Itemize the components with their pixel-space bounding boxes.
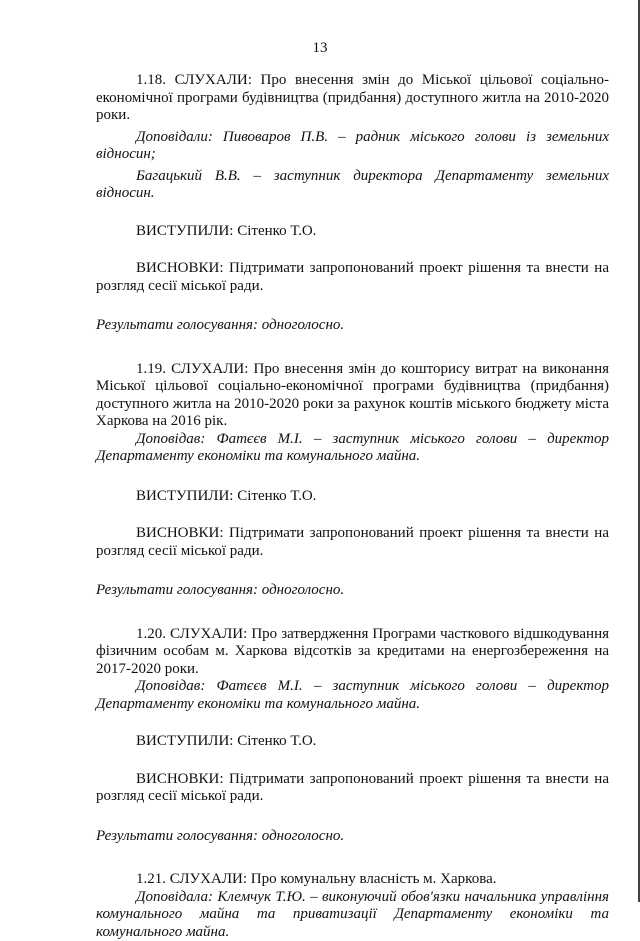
- item-reporter: Доповідала: Клемчук Т.Ю. – виконуючий обов'язки начальника управління комунального майна та приватизації Департаменту економіки та комунального майна.: [96, 889, 609, 941]
- item-heard: 1.18. СЛУХАЛИ: Про внесення змін до Міської цільової соціально-економічної програми будівництва (придбання) доступного житла на 2010-2020 роки.: [96, 72, 609, 125]
- item-heard: 1.19. СЛУХАЛИ: Про внесення змін до кошторису витрат на виконання Міської цільової соціально-економічної програми будівництва (придбання) доступного житла на 2010-2020 роки за рахунок коштів міського бюджету міста Харкова на 2016 рік.: [96, 361, 609, 431]
- item-conclusion: ВИСНОВКИ: Підтримати запропонований проект рішення та внести на розгляд сесії міської ради.: [96, 260, 609, 295]
- item-vote: Результати голосування: одноголосно.: [96, 317, 609, 335]
- item-spoke: ВИСТУПИЛИ: Сітенко Т.О.: [96, 223, 609, 241]
- document-body: [96, 72, 609, 941]
- item-conclusion: ВИСНОВКИ: Підтримати запропонований проект рішення та внести на розгляд сесії міської ради.: [96, 771, 609, 806]
- page-number: 13: [0, 40, 640, 57]
- item-reporter: Доповідав: Фатєєв М.І. – заступник міського голови – директор Департаменту економіки та комунального майна.: [96, 431, 609, 466]
- item-vote: Результати голосування: одноголосно.: [96, 828, 609, 846]
- item-spoke: ВИСТУПИЛИ: Сітенко Т.О.: [96, 488, 609, 506]
- item-spoke: ВИСТУПИЛИ: Сітенко Т.О.: [96, 733, 609, 751]
- item-vote: Результати голосування: одноголосно.: [96, 582, 609, 600]
- item-reporter: Доповідав: Фатєєв М.І. – заступник міського голови – директор Департаменту економіки та комунального майна.: [96, 678, 609, 713]
- item-reporter: Доповідали: Пивоваров П.В. – радник міського голови із земельних відносин;: [96, 129, 609, 164]
- item-reporter: Багацький В.В. – заступник директора Департаменту земельних відносин.: [96, 168, 609, 203]
- item-heard: 1.21. СЛУХАЛИ: Про комунальну власність м. Харкова.: [96, 871, 609, 889]
- item-heard: 1.20. СЛУХАЛИ: Про затвердження Програми часткового відшкодування фізичним особам м. Харкова відсотків за кредитами на енергозбереження на 2017-2020 роки.: [96, 626, 609, 679]
- item-conclusion: ВИСНОВКИ: Підтримати запропонований проект рішення та внести на розгляд сесії міської ради.: [96, 525, 609, 560]
